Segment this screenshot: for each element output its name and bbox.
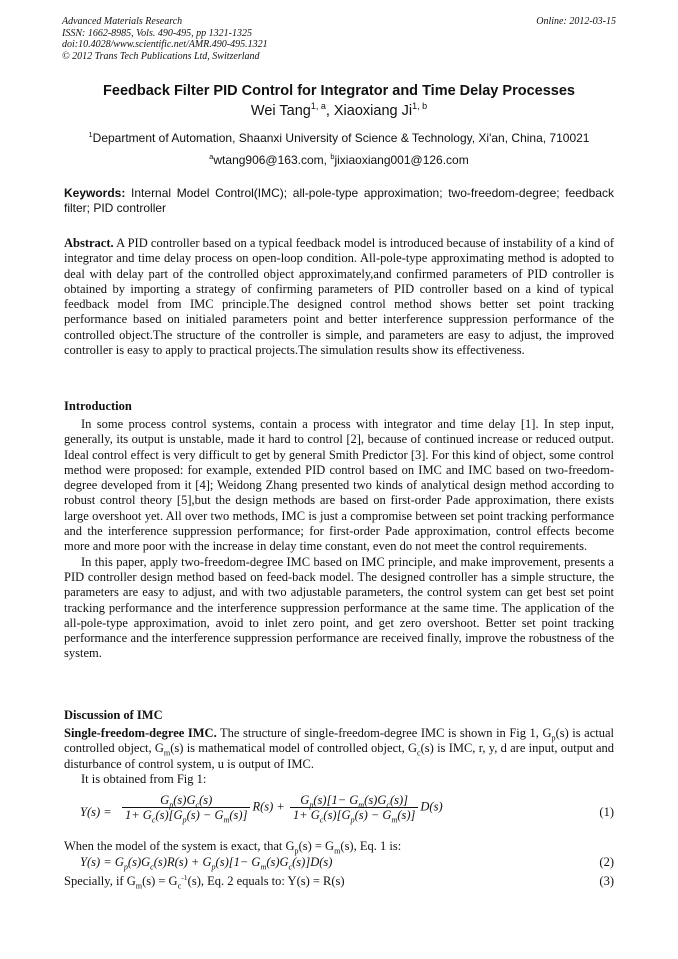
subscript: p	[294, 846, 299, 856]
equation-number: (1)	[599, 805, 614, 819]
online-date: Online: 2012-03-15	[536, 16, 616, 27]
keywords	[64, 186, 614, 215]
text: Specially, if G	[64, 874, 136, 888]
subscript: m	[334, 846, 341, 856]
abstract-label: Abstract.	[64, 236, 114, 250]
equation-number: (3)	[599, 874, 614, 888]
affiliation-sup: 1	[88, 130, 93, 139]
journal-header	[62, 16, 616, 62]
text: (s) is mathematical model of controlled object, G	[170, 741, 418, 756]
email-link[interactable]: jixiaoxiang001@126.com	[334, 153, 469, 167]
discussion-body	[64, 726, 614, 787]
journal-name: Advanced Materials Research	[62, 16, 183, 27]
authors: Wei Tang$^{1, a}$, Xiaoxiang Ji$^{1, b}$	[250, 101, 428, 119]
keywords-label: Keywords:	[64, 186, 126, 200]
email-sup: a	[209, 152, 214, 161]
text: (s) is actual controlled object, G	[64, 726, 615, 756]
paragraph: In this paper, apply two-freedom-degree IMC based on IMC principle, and make improvement, presents a PID controller design method based on feed-back model. The designed controller has a simple structure, the parameters are easy to adjust, and with two adjustable parameters, the control system can get best set point tracking performance and the interference suppression performance at the same time. The application of the all-pole-type approximation, avoid to inlet zero point, and get zero overshoot. Better set point tracking performance and the interference suppression performance are received finally, improve the robustness of the system.	[64, 554, 614, 661]
affiliation	[40, 131, 638, 145]
subscript: c	[177, 881, 182, 891]
eq-intro-line	[64, 839, 614, 854]
subsection-label: Single-freedom-degree IMC.	[64, 726, 217, 740]
paragraph: It is obtained from Fig 1:	[81, 771, 207, 786]
author-sup: 1, a	[310, 101, 326, 112]
text: (s) = G	[298, 839, 335, 853]
equation-1: Y(s) = $\frac{G_p(s)G_c(s)}{1+ G_c(s)[G_p(s) - G_m(s)]}$ R(s) + $\frac{G_p(s)[1- G_m(s)G_c(s)]}{1+ G_c(s)[G_p(s) - G_m(s)]}$ D(s) (1)	[80, 793, 614, 825]
introduction-body	[64, 417, 614, 662]
email-sup: b	[330, 152, 335, 161]
doi: doi:10.4028/www.scientific.net/AMR.490-495.1321	[62, 39, 268, 50]
email-link[interactable]: wtang906@163.com,	[213, 153, 327, 167]
subscript: c	[417, 748, 421, 758]
subscript: m	[135, 881, 143, 891]
issn: ISSN: 1662-8985, Vols. 490-495, pp 1321-1325	[62, 27, 252, 39]
equation-3-line	[64, 874, 614, 889]
copyright: © 2012 Trans Tech Publications Ltd, Switzerland	[62, 50, 260, 62]
text: (s), Eq. 1 is:	[340, 839, 402, 853]
emails	[40, 153, 638, 167]
subscript: p	[551, 733, 556, 743]
text: (s) is IMC, r, y, d are input, output and disturbance of control system, u is output of IMC.	[64, 741, 614, 771]
author-name: Xiaoxiang Ji	[333, 103, 413, 119]
paragraph: In some process control systems, contain a process with integrator and time delay [1]. In step input, generally, its output is unstable, made it hard to control [2], because of continued increase or reduced output. Ideal control effect is very difficult to get by general Smith Predictor [3]. For this kind of object, some control method were proposed: for example, extended PID control based on IMC and IMC based on two-freedom-degree developed from it [4]; Weidong Zhang presented two kinds of analytical design method according to robust control theory [5],but the design methods are based on first-order Pade approximation, there exists large overshoot yet. All over two methods, IMC is just a compromise between set point tracking performance and the interference suppression performance; for first-order Pade approximation, control effects become more and more poor with the increase in delay time constant, even do not meet the control requirements.	[64, 417, 614, 554]
abstract-text: A PID controller based on a typical feedback model is introduced because of instability of a kind of integrator and time delay process on open-loop condition. All-pole-type approximating method is adopted to deal with delay part of the controlled object approximately,and confirmed parameters of PID controller is obtained by importing a strategy of confirming parameters of PID controller based on a kind of typical feedback model from IMC principle.The designed control method shows better set point tracking performance based on initialed parameters point and better interference suppression performance of the controlled object.The structure of the controller is simple, and parameters are easy to adjust, the improved controller is easy to apply to practical projects.The simulation results show its effectiveness.	[64, 236, 614, 358]
section-heading: Discussion of IMC	[64, 708, 163, 722]
equation-2: $Y(s) = G_p(s)G_c(s)R(s) + G_p(s)[1- G_m(s)G_c(s)]D(s)$ (2)	[80, 855, 614, 872]
paper-title: Feedback Filter PID Control for Integrator and Time Delay Processes	[103, 83, 575, 99]
superscript: -1	[181, 872, 188, 882]
keywords-text: Internal Model Control(IMC); all-pole-type approximation; two-freedom-degree; feedback filter; PID controller	[64, 186, 614, 215]
subscript: m	[163, 748, 171, 758]
text: The structure of single-freedom-degree IMC is shown in Fig 1, G	[220, 726, 552, 740]
text: When the model of the system is exact, that G	[64, 839, 295, 853]
author-sup: 1, b	[412, 101, 428, 112]
text: (s), Eq. 2 equals to: Y(s) = R(s)	[187, 874, 345, 888]
abstract	[64, 236, 614, 358]
affiliation-text: Department of Automation, Shaanxi University of Science & Technology, Xi'an, China, 710021	[92, 131, 590, 145]
section-heading: Introduction	[64, 399, 132, 413]
equation-number: (2)	[599, 855, 614, 869]
author-name: Wei Tang	[250, 103, 311, 119]
text: (s) = G	[142, 874, 178, 888]
